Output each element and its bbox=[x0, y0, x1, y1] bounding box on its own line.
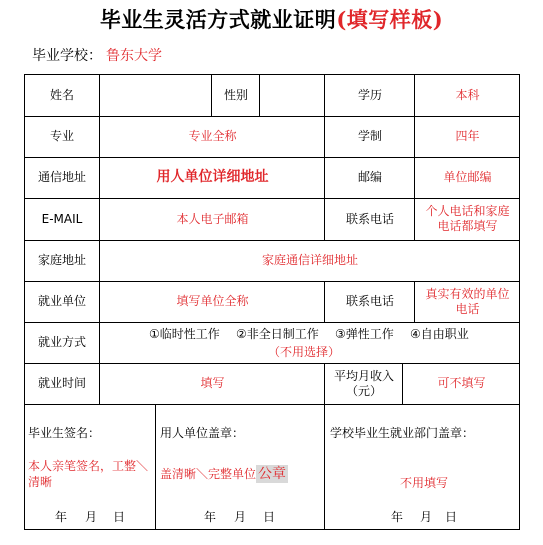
major-field[interactable]: 专业全称 bbox=[188, 129, 237, 143]
school-line bbox=[32, 45, 162, 65]
date-year: 年 bbox=[55, 510, 68, 524]
zip-field[interactable]: 单位邮编 bbox=[443, 170, 492, 184]
gender-field[interactable] bbox=[260, 74, 325, 116]
mode-option-flexible[interactable]: ③弹性工作 bbox=[335, 327, 394, 341]
date-day: 日 bbox=[445, 510, 458, 524]
date-day: 日 bbox=[263, 510, 276, 524]
page-title bbox=[0, 4, 543, 34]
date-year: 年 bbox=[204, 510, 217, 524]
zip-label: 邮编 bbox=[357, 170, 382, 184]
employment-time-field[interactable]: 填写 bbox=[200, 376, 225, 390]
address-label: 通信地址 bbox=[37, 170, 86, 184]
mode-option-freelance[interactable]: ④自由职业 bbox=[410, 327, 469, 341]
graduate-signature-label: 毕业生签名： bbox=[28, 426, 101, 440]
graduate-signature-note: 本人亲笔签名，工整＼清晰 bbox=[28, 459, 149, 489]
phone-label: 联系电话 bbox=[345, 211, 394, 226]
employer-phone-label: 联系电话 bbox=[345, 294, 394, 308]
school-label: 毕业学校： bbox=[32, 48, 102, 64]
income-field[interactable]: 可不填写 bbox=[437, 376, 486, 390]
years-label: 学制 bbox=[357, 129, 382, 143]
employer-seal-cell[interactable] bbox=[155, 404, 324, 530]
employment-mode-label: 就业方式 bbox=[37, 335, 86, 349]
email-label: E-MAIL bbox=[41, 211, 83, 226]
major-label: 专业 bbox=[49, 129, 74, 143]
address-field[interactable]: 用人单位详细地址 bbox=[156, 169, 269, 185]
phone-field[interactable]: 个人电话和家庭电话都填写 bbox=[425, 204, 510, 233]
date-month: 月 bbox=[85, 510, 98, 524]
employer-seal-label: 用人单位盖章： bbox=[160, 426, 245, 440]
school-seal-label: 学校毕业生就业部门盖章： bbox=[330, 426, 475, 440]
home-address-field[interactable]: 家庭通信详细地址 bbox=[261, 253, 358, 267]
school-value: 鲁东大学 bbox=[106, 48, 162, 64]
employment-mode-options bbox=[100, 322, 520, 363]
date-month: 月 bbox=[420, 510, 433, 524]
education-label: 学历 bbox=[357, 87, 382, 102]
graduate-signature-cell[interactable] bbox=[24, 404, 155, 530]
employer-seal-mark: 公章 bbox=[258, 466, 287, 482]
years-field[interactable]: 四年 bbox=[455, 129, 480, 143]
date-day: 日 bbox=[113, 510, 126, 524]
email-field[interactable]: 本人电子邮箱 bbox=[176, 211, 249, 226]
education-field[interactable]: 本科 bbox=[455, 87, 480, 102]
name-field[interactable] bbox=[100, 74, 212, 116]
form-table bbox=[24, 74, 520, 530]
mode-option-part-time[interactable]: ②非全日制工作 bbox=[236, 327, 319, 341]
mode-option-temporary[interactable]: ①临时性工作 bbox=[149, 327, 220, 341]
home-address-label: 家庭地址 bbox=[37, 253, 86, 267]
date-month: 月 bbox=[234, 510, 247, 524]
title-sample-tag: (填写样板) bbox=[336, 7, 444, 32]
employer-phone-field[interactable]: 真实有效的单位电话 bbox=[425, 286, 510, 316]
income-label: 平均月收入（元） bbox=[333, 368, 394, 398]
mode-note: （不用选择） bbox=[268, 345, 341, 359]
gender-label: 性别 bbox=[223, 87, 248, 102]
employer-seal-note-text: 盖清晰＼完整单位 bbox=[160, 467, 257, 481]
employer-field[interactable]: 填写单位全称 bbox=[176, 294, 249, 308]
school-seal-note: 不用填写 bbox=[400, 476, 449, 490]
name-label: 姓名 bbox=[49, 87, 74, 102]
employer-label: 就业单位 bbox=[37, 294, 86, 308]
title-main: 毕业生灵活方式就业证明 bbox=[99, 7, 337, 32]
employer-seal-note bbox=[160, 464, 288, 484]
date-year: 年 bbox=[391, 510, 404, 524]
school-seal-cell[interactable] bbox=[324, 404, 520, 530]
employment-time-label: 就业时间 bbox=[37, 376, 86, 390]
